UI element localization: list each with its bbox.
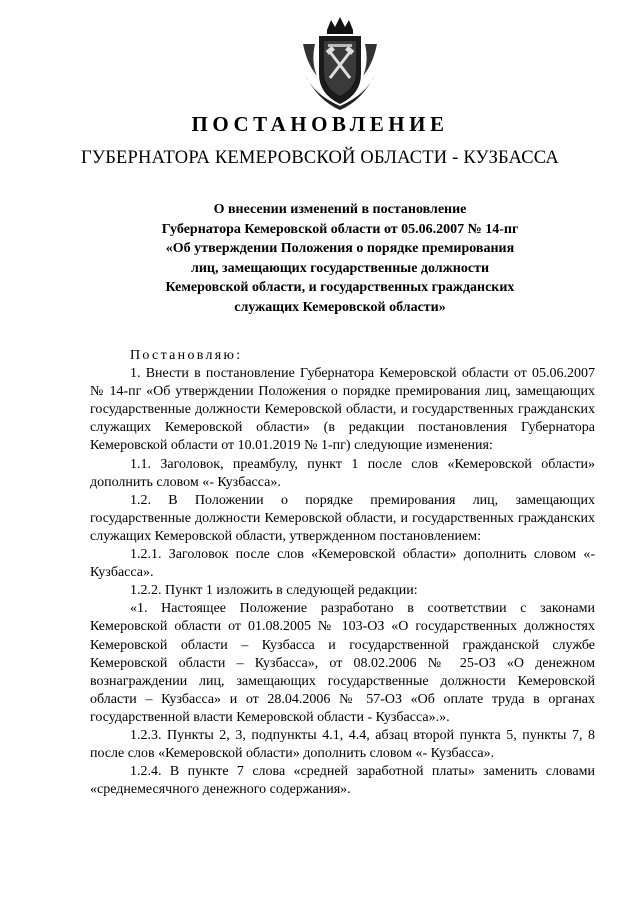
paragraph: 1.2.1. Заголовок после слов «Кемеровской области» дополнить словом «- Кузбасса».: [90, 547, 595, 581]
paragraph: 1.1. Заголовок, преамбулу, пункт 1 после слов «Кемеровской области» дополнить словом «- Кузбасса».: [90, 456, 595, 490]
document-heading: [120, 200, 560, 318]
heading-line: Кемеровской области, и государственных гражданских: [165, 280, 515, 296]
coat-of-arms-emblem: [297, 14, 383, 114]
heading-line: Губернатора Кемеровской области от 05.06.2007 № 14-пг: [161, 221, 519, 237]
heading-line: О внесении изменений в постановление: [213, 202, 467, 217]
paragraph: «1. Настоящее Положение разработано в соответствии с законами Кемеровской области от 01.08.2005 № 103-ОЗ «О государственных должностях Кемеровской области – Кузбасса и государственной гражданской службе Кемеровской области – Кузбасса», от 08.02.2006 № 25-ОЗ «О денежном вознаграждении лиц, замещающих государственные должности Кемеровской области – Кузбасса» и от 28.04.2006 № 57-ОЗ «Об оплате труда в органах государственной власти Кемеровской области - Кузбасса».».: [90, 601, 595, 725]
heading-line: «Об утверждении Положения о порядке премирования: [165, 241, 515, 257]
document-title: ПОСТАНОВЛЕНИЕ: [191, 112, 449, 136]
heading-line: лиц, замещающих государственные должности: [190, 260, 490, 276]
document-subtitle: ГУБЕРНАТОРА КЕМЕРОВСКОЙ ОБЛАСТИ - КУЗБАССА: [81, 148, 559, 168]
paragraph: 1.2.3. Пункты 2, 3, подпункты 4.1, 4.4, абзац второй пункта 5, пункты 7, 8 после слов «Кемеровской области» дополнить словом «- Кузбасса».: [90, 727, 595, 762]
document-body: [90, 347, 595, 799]
paragraph: 1. Внести в постановление Губернатора Кемеровской области от 05.06.2007 № 14-пг «Об утверждении Положения о порядке премирования лиц, замещающих государственные должности Кемеровской области, и государственных гражданских служащих Кемеровской области» (в редакции постановления Губернатора Кемеровской области от 10.01.2019 № 1-пг) следующие изменения:: [90, 366, 595, 454]
paragraph: 1.2. В Положении о порядке премирования лиц, замещающих государственные должности Кемеровской области, и государственных гражданских служащих Кемеровской области, утвержденном постановлением:: [90, 492, 595, 544]
paragraph: 1.2.2. Пункт 1 изложить в следующей редакции:: [130, 583, 418, 599]
decree-word: Постановляю:: [130, 348, 243, 363]
paragraph: 1.2.4. В пункте 7 слова «средней заработной платы» заменить словами «среднемесячного денежного содержания».: [90, 764, 595, 798]
heading-line: служащих Кемеровской области»: [234, 299, 446, 315]
